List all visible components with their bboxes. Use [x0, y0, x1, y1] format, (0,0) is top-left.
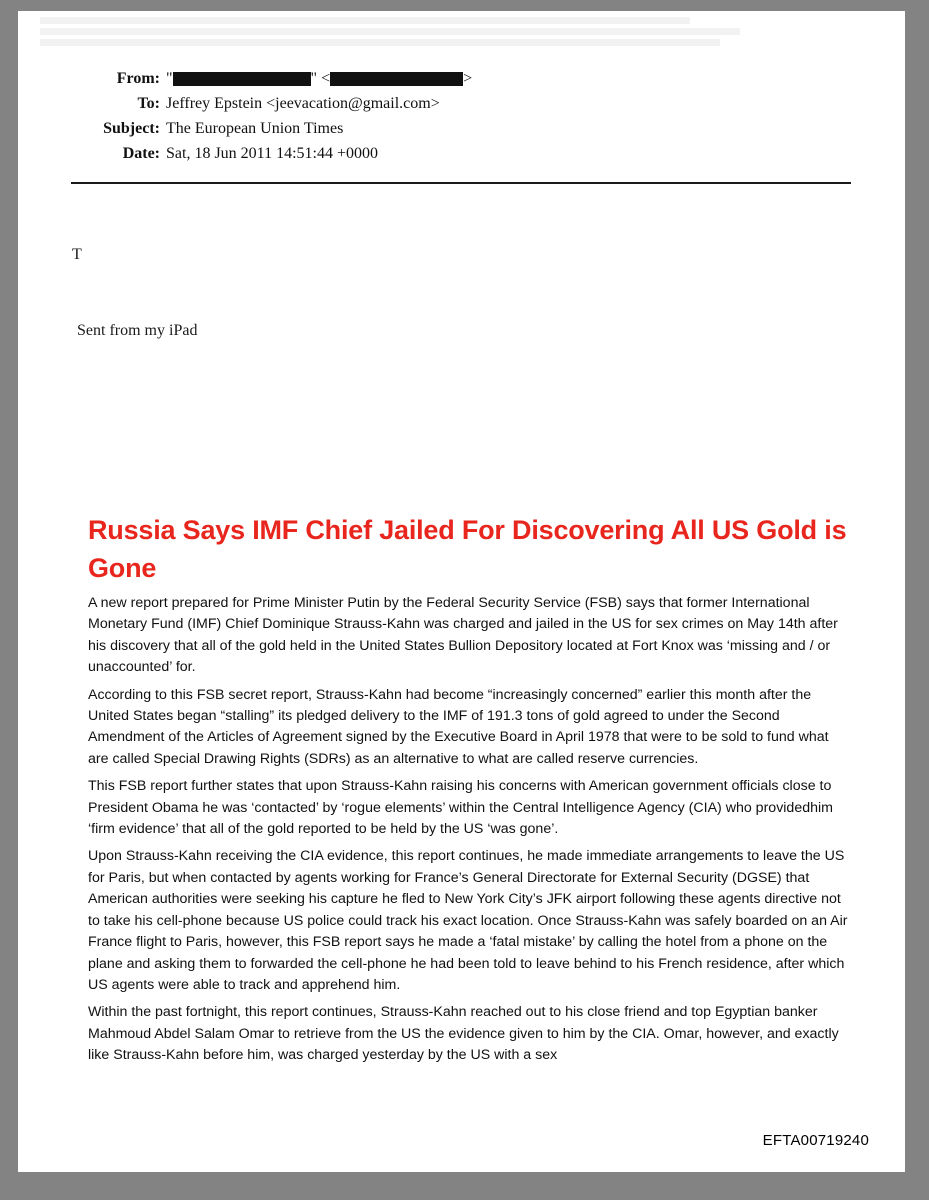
- to-row: [82, 91, 472, 116]
- redaction-box: [173, 72, 311, 86]
- date-label: Date:: [122, 145, 160, 162]
- to-value: Jeffrey Epstein <jeevacation@gmail.com>: [166, 95, 440, 112]
- body-initial: T: [72, 246, 82, 263]
- faint-scan-line: [40, 39, 720, 46]
- from-mid: " <: [310, 70, 331, 87]
- from-label: From:: [116, 70, 160, 87]
- article-paragraph: This FSB report further states that upon Strauss-Kahn raising his concerns with American government officials close to President Obama he was ‘contacted’ by ‘rogue elements’ within the Central Intelligence Agency (CIA) who providedhim ‘firm evidence’ that all of the gold reported to be held by the US ‘was gone’.: [88, 778, 833, 838]
- document-id: EFTA00719240: [762, 1132, 869, 1149]
- article: [88, 511, 848, 1073]
- signature: Sent from my iPad: [77, 322, 198, 339]
- from-close: >: [463, 70, 473, 87]
- article-headline: Russia Says IMF Chief Jailed For Discovering All US Gold is Gone: [88, 515, 847, 583]
- redaction-box: [330, 72, 463, 86]
- article-paragraph: A new report prepared for Prime Minister Putin by the Federal Security Service (FSB) says that former International Monetary Fund (IMF) Chief Dominique Strauss-Kahn was charged and jailed in the US for sex crimes on May 14th after his discovery that all of the gold held in the United States Bullion Depository located at Fort Knox was ‘missing and / or unaccounted’ for.: [88, 595, 838, 676]
- subject-label: Subject:: [103, 120, 160, 137]
- to-label: To:: [137, 95, 160, 112]
- from-row: [82, 66, 472, 91]
- date-row: [82, 141, 472, 166]
- faint-scan-line: [40, 17, 690, 24]
- header-divider: [71, 182, 851, 184]
- subject-value: The European Union Times: [166, 120, 344, 137]
- email-header: [82, 66, 472, 166]
- subject-row: [82, 116, 472, 141]
- article-paragraph: According to this FSB secret report, Strauss-Kahn had become “increasingly concerned” earlier this month after the United States began “stalling” its pledged delivery to the IMF of 191.3 tons of gold agreed to under the Second Amendment of the Articles of Agreement signed by the Executive Board in April 1978 that were to be sold to fund what are called Special Drawing Rights (SDRs) as an alternative to what are called reserve currencies.: [88, 686, 829, 767]
- date-value: Sat, 18 Jun 2011 14:51:44 +0000: [166, 145, 378, 162]
- document-page: [18, 11, 905, 1172]
- from-open-quote: ": [166, 70, 173, 87]
- article-paragraph: Within the past fortnight, this report continues, Strauss-Kahn reached out to his close friend and top Egyptian banker Mahmoud Abdel Salam Omar to retrieve from the US the evidence given to him by the CIA. Omar, however, and exactly like Strauss-Kahn before him, was charged yesterday by the US with a sex: [88, 1004, 839, 1064]
- article-paragraph: Upon Strauss-Kahn receiving the CIA evidence, this report continues, he made immediate arrangements to leave the US for Paris, but when contacted by agents working for France’s General Directorate for External Security (DGSE) that American authorities were seeking his capture he fled to New York City’s JFK airport following these agents directive not to take his cell-phone because US police could track his exact location. Once Strauss-Kahn was safely boarded on an Air France flight to Paris, however, this FSB report says he made a ‘fatal mistake’ by calling the hotel from a phone on the plane and asking them to forwarded the cell-phone he had been told to leave behind to his French residence, after which US agents were able to track and apprehend him.: [88, 848, 848, 993]
- faint-scan-line: [40, 28, 740, 35]
